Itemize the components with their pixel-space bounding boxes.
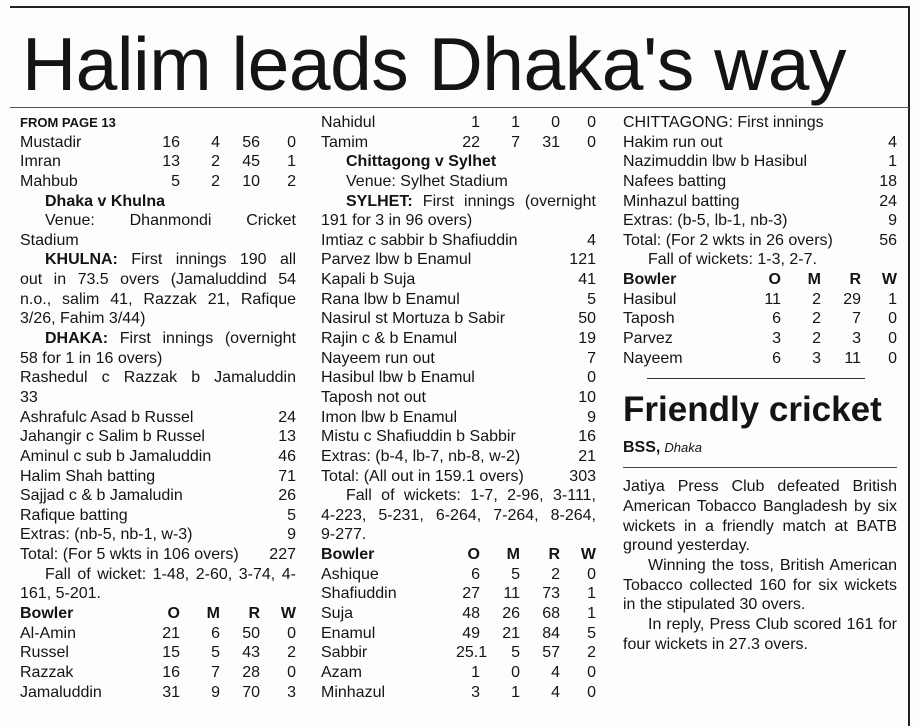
bowler-m: 2	[211, 153, 220, 171]
bowler-r: 7	[852, 310, 861, 328]
bowler-r: 3	[852, 330, 861, 348]
chittagong-innings-heading: CHITTAGONG: First innings	[623, 114, 824, 131]
bowler-m: 11	[503, 585, 520, 603]
bowler-r: 28	[242, 663, 260, 681]
batting-line-rashedul-runs: 33	[20, 388, 38, 406]
innings-text: First innings 190 all	[117, 251, 296, 269]
batsman-entry: Rajin c & b Enamul	[321, 330, 458, 348]
bowler-row	[20, 643, 296, 663]
bowler-row	[20, 172, 296, 192]
bowling-table	[623, 290, 897, 369]
batting-row	[321, 447, 596, 467]
friendly-cricket-headline: Friendly cricket	[623, 390, 882, 430]
bowling-table-top	[20, 133, 296, 192]
bowler-row	[623, 309, 897, 329]
batting-row	[623, 211, 897, 231]
bowler-r: 2	[551, 565, 560, 583]
khulna-innings-line-4: 3/26, Fahim 3/44)	[20, 310, 146, 328]
bowler-w: 0	[888, 330, 897, 348]
fall-of-wicket: Fall of wickets: 1-7, 2-96, 3-111,	[346, 487, 596, 505]
runs: 227	[269, 546, 296, 564]
fall-of-wicket: Fall of wickets: 1-3, 2-7.	[648, 251, 817, 269]
bowler-w: 0	[287, 624, 296, 642]
bowler-row	[321, 565, 596, 585]
bowler-r: 43	[242, 644, 260, 662]
bowler-row	[321, 663, 596, 683]
from-page-label: FROM PAGE 13	[20, 115, 116, 130]
khulna-innings-line-3: n.o., salim 41, Razzak 21, Rafique	[20, 290, 296, 308]
runs: 71	[278, 467, 296, 485]
bowler-name: Suja	[321, 605, 354, 623]
batsman-entry: Imtiaz c sabbir b Shafiuddin	[321, 231, 518, 249]
bowler-header	[20, 604, 296, 624]
runs: 303	[569, 467, 596, 485]
bowler-m: 5	[511, 565, 520, 583]
headline-rule	[10, 107, 909, 108]
bowler-w: 1	[587, 585, 596, 603]
bowler-name: Nahidul	[321, 114, 376, 131]
bowler-name: Mustadir	[20, 133, 82, 151]
bowler-header-m: M	[506, 546, 520, 564]
bowler-row	[321, 624, 596, 644]
bowler-w: 0	[888, 349, 897, 367]
batsman-entry: Halim Shah batting	[20, 467, 156, 485]
khulna-innings-line	[20, 250, 296, 270]
bowler-w: 0	[587, 663, 596, 681]
bowler-m: 21	[502, 624, 520, 642]
bowler-name: Sabbir	[321, 644, 368, 662]
column-2	[321, 113, 596, 702]
batting-row	[321, 270, 596, 290]
batsman-entry: Sajjad c & b Jamaludin	[20, 487, 183, 505]
bowler-o: 49	[462, 624, 480, 642]
runs: 50	[578, 310, 596, 328]
bowler-header-name: Bowler	[321, 546, 375, 564]
batsman-entry: Minhazul batting	[623, 192, 740, 210]
batting-row	[623, 172, 897, 192]
batsman-entry: Hasibul lbw b Enamul	[321, 369, 475, 387]
bowler-o: 22	[462, 133, 480, 151]
team-name: KHULNA:	[45, 251, 118, 269]
bowler-header-r: R	[548, 546, 560, 564]
sylhet-innings-line-2: 191 for 3 in 96 overs)	[321, 212, 473, 230]
batting-row	[321, 250, 596, 270]
batsman-entry: Kapali b Suja	[321, 271, 416, 289]
batsman-entry: Total: (All out in 159.1 overs)	[321, 467, 524, 485]
bowler-header	[623, 270, 897, 290]
runs: 26	[278, 487, 296, 505]
batsman-entry: Nazimuddin lbw b Hasibul	[623, 153, 808, 171]
batting-row	[321, 467, 596, 487]
headline: Halim leads Dhaka's way	[22, 22, 846, 106]
batsman-entry: Total: (For 2 wkts in 26 overs)	[623, 231, 833, 249]
bowler-header-w: W	[881, 271, 897, 289]
runs: 5	[287, 506, 296, 524]
batsman-entry: Mistu c Shafiuddin b Sabbir	[321, 428, 516, 446]
runs: 9	[287, 526, 296, 544]
bowler-row	[20, 133, 296, 153]
bowler-o: 6	[772, 310, 781, 328]
bowler-r: 73	[542, 585, 560, 603]
bowler-name: Taposh	[623, 310, 675, 328]
runs: 4	[888, 133, 897, 151]
fall-of-wicket-2: 4-223, 5-231, 6-264, 7-264, 8-264,	[321, 506, 596, 524]
bowler-name: Minhazul	[321, 683, 386, 701]
bowler-o: 15	[162, 644, 180, 662]
venue-line: Venue: Sylhet Stadium	[346, 172, 508, 190]
bowler-w: 5	[587, 624, 596, 642]
batsman-entry: Rana lbw b Enamul	[321, 290, 460, 308]
friendly-story	[623, 477, 897, 654]
fall-of-wicket-2: 161, 5-201.	[20, 585, 101, 603]
right-column-rule	[908, 6, 910, 726]
bowler-w: 0	[888, 310, 897, 328]
batting-row	[321, 368, 596, 388]
bowler-w: 2	[287, 644, 296, 662]
bowler-o: 3	[471, 683, 480, 701]
batting-row	[20, 506, 296, 526]
story-paragraph: In reply, Press Club scored 161 for four wickets in 27.3 overs.	[623, 615, 897, 653]
runs: 41	[578, 271, 596, 289]
batsman-entry: Imon lbw b Enamul	[321, 408, 458, 426]
bowler-m: 5	[511, 644, 520, 662]
khulna-innings-line-2: out in 73.5 overs (Jamaluddind 54	[20, 271, 296, 289]
batting-row	[321, 408, 596, 428]
batting-row	[321, 329, 596, 349]
bowler-m: 5	[211, 644, 220, 662]
bowler-name: Azam	[321, 663, 362, 681]
batting-list	[20, 408, 296, 565]
byline-rule	[623, 467, 897, 468]
batting-row	[321, 231, 596, 251]
bowler-name: Imran	[20, 153, 61, 171]
bowler-row	[321, 643, 596, 663]
column-3	[623, 113, 897, 654]
bowler-r: 4	[551, 663, 560, 681]
venue-line-2: Stadium	[20, 231, 79, 249]
byline	[623, 438, 897, 458]
bowler-row	[20, 683, 296, 703]
bowler-header	[321, 545, 596, 565]
sylhet-innings-line	[321, 192, 596, 212]
story-paragraph: Winning the toss, British American Tobacco collected 160 for six wickets in the stipulated 30 overs.	[623, 556, 897, 614]
bowler-m: 2	[211, 172, 220, 190]
bowler-row	[20, 663, 296, 683]
runs: 19	[578, 330, 596, 348]
bowler-w: 0	[287, 133, 296, 151]
bowler-r: 45	[242, 153, 260, 171]
batting-row	[20, 447, 296, 467]
bowler-header-name: Bowler	[20, 605, 74, 623]
bowler-row	[623, 329, 897, 349]
dhaka-innings-line-2: 58 for 1 in 16 overs)	[20, 349, 163, 367]
bowler-o: 13	[162, 153, 180, 171]
team-name: SYLHET:	[346, 192, 413, 210]
batsman-entry: Nasirul st Mortuza b Sabir	[321, 310, 506, 328]
bowler-w: 2	[587, 644, 596, 662]
batting-row	[321, 290, 596, 310]
bowler-header-m: M	[206, 605, 220, 623]
bowler-w: 3	[287, 683, 296, 701]
byline-dateline: Dhaka	[664, 440, 702, 456]
batting-row	[20, 467, 296, 487]
runs: 13	[278, 428, 296, 446]
bowler-w: 0	[287, 663, 296, 681]
runs: 56	[879, 231, 897, 249]
runs: 9	[587, 408, 596, 426]
section-divider	[647, 378, 865, 379]
bowler-r: 68	[542, 605, 560, 623]
bowler-r: 57	[542, 644, 560, 662]
bowler-header-r: R	[849, 271, 861, 289]
bowler-name: Al-Amin	[20, 624, 77, 642]
batsman-entry: Total: (For 5 wkts in 106 overs)	[20, 546, 239, 564]
batting-row	[20, 408, 296, 428]
bowling-table	[20, 624, 296, 703]
runs: 24	[879, 192, 897, 210]
bowler-header-name: Bowler	[623, 271, 677, 289]
batsman-entry: Extras: (nb-5, nb-1, w-3)	[20, 526, 193, 544]
bowler-name: Parvez	[623, 330, 673, 348]
bowler-o: 21	[162, 624, 180, 642]
batting-row	[321, 427, 596, 447]
innings-text: First innings (overnight	[108, 330, 296, 348]
batsman-entry: Jahangir c Salim b Russel	[20, 428, 205, 446]
batsman-entry: Ashrafulc Asad b Russel	[20, 408, 194, 426]
bowler-name: Tamim	[321, 133, 369, 151]
runs: 1	[888, 153, 897, 171]
batting-list	[623, 133, 897, 251]
bowler-o: 1	[471, 114, 480, 131]
bowler-w: 0	[587, 114, 596, 131]
match-title: Dhaka v Khulna	[45, 192, 166, 210]
runs: 21	[578, 447, 596, 465]
bowler-r: 31	[542, 133, 560, 151]
bowler-w: 0	[587, 133, 596, 151]
bowler-w: 2	[287, 172, 296, 190]
bowler-m: 1	[511, 683, 520, 701]
runs: 5	[587, 290, 596, 308]
bowler-r: 11	[844, 349, 861, 367]
bowler-m: 26	[502, 605, 520, 623]
runs: 46	[278, 447, 296, 465]
bowler-name: Mahbub	[20, 172, 78, 190]
bowler-r: 84	[542, 624, 560, 642]
innings-text: First innings (overnight	[412, 192, 596, 210]
batting-line-rashedul: Rashedul c Razzak b Jamaluddin	[20, 369, 296, 387]
bowler-header-w: W	[280, 605, 296, 623]
bowler-o: 27	[462, 585, 480, 603]
bowler-r: 10	[242, 172, 260, 190]
batting-row	[321, 388, 596, 408]
bowler-name: Jamaluddin	[20, 683, 102, 701]
batting-list	[321, 231, 596, 486]
bowler-w: 1	[888, 290, 897, 308]
bowler-o: 16	[162, 133, 180, 151]
bowler-w: 1	[287, 153, 296, 171]
runs: 0	[587, 369, 596, 387]
bowler-name: Nayeem	[623, 349, 683, 367]
batsman-entry: Rafique batting	[20, 506, 128, 524]
column-1	[20, 113, 296, 702]
bowler-name: Russel	[20, 644, 69, 662]
venue-line: Venue: Dhanmondi Cricket	[45, 212, 296, 230]
runs: 10	[578, 388, 596, 406]
bowler-row	[623, 290, 897, 310]
batsman-entry: Parvez lbw b Enamul	[321, 251, 472, 269]
bowler-header-o: O	[467, 546, 480, 564]
bowler-r: 70	[242, 683, 260, 701]
bowler-w: 1	[587, 605, 596, 623]
bowler-m: 1	[511, 114, 520, 131]
batting-row	[623, 152, 897, 172]
runs: 18	[879, 172, 897, 190]
batting-row	[321, 309, 596, 329]
bowling-table	[321, 565, 596, 702]
bowler-row	[321, 683, 596, 703]
bowler-m: 2	[812, 290, 821, 308]
match-title: Chittagong v Sylhet	[346, 153, 497, 171]
bowler-m: 0	[511, 663, 520, 681]
batting-row	[623, 231, 897, 251]
bowler-o: 3	[772, 330, 781, 348]
bowler-header-o: O	[768, 271, 781, 289]
top-rule	[10, 6, 909, 8]
bowler-o: 31	[162, 683, 180, 701]
runs: 121	[569, 251, 596, 269]
fall-of-wicket-3: 9-277.	[321, 526, 367, 544]
batting-row	[623, 192, 897, 212]
batting-row	[20, 427, 296, 447]
bowler-r: 56	[242, 133, 260, 151]
bowler-o: 16	[162, 663, 180, 681]
batsman-entry: Extras: (b-4, lb-7, nb-8, w-2)	[321, 447, 521, 465]
bowler-r: 0	[551, 114, 560, 131]
runs: 4	[587, 231, 596, 249]
batsman-entry: Taposh not out	[321, 388, 426, 406]
batting-row	[20, 486, 296, 506]
team-name: DHAKA:	[45, 330, 109, 348]
bowler-row	[20, 152, 296, 172]
bowler-m: 9	[211, 683, 220, 701]
batsman-entry: Extras: (b-5, lb-1, nb-3)	[623, 212, 788, 230]
bowler-name: Hasibul	[623, 290, 677, 308]
bowler-header-r: R	[248, 605, 260, 623]
bowler-m: 6	[211, 624, 220, 642]
bowler-row	[321, 584, 596, 604]
bowler-header-o: O	[167, 605, 180, 623]
runs: 16	[578, 428, 596, 446]
bowler-o: 1	[471, 663, 480, 681]
bowler-row	[20, 624, 296, 644]
batting-row	[20, 525, 296, 545]
bowler-m: 7	[211, 663, 220, 681]
bowler-row	[321, 113, 596, 133]
bowler-row	[321, 604, 596, 624]
batsman-entry: Hakim run out	[623, 133, 723, 151]
batting-row	[623, 133, 897, 153]
batsman-entry: Aminul c sub b Jamaluddin	[20, 447, 212, 465]
batting-row	[20, 545, 296, 565]
bowler-row	[321, 133, 596, 153]
bowler-w: 0	[587, 565, 596, 583]
bowling-table-top	[321, 113, 596, 152]
bowler-r: 29	[843, 290, 861, 308]
bowler-m: 2	[812, 330, 821, 348]
fall-of-wicket: Fall of wicket: 1-48, 2-60, 3-74, 4-	[45, 565, 296, 583]
batsman-entry: Nayeem run out	[321, 349, 435, 367]
runs: 9	[888, 212, 897, 230]
bowler-r: 50	[242, 624, 260, 642]
bowler-m: 4	[211, 133, 220, 151]
runs: 7	[587, 349, 596, 367]
bowler-header-w: W	[580, 546, 596, 564]
bowler-m: 7	[511, 133, 520, 151]
bowler-name: Ashique	[321, 565, 379, 583]
runs: 24	[278, 408, 296, 426]
bowler-name: Shafiuddin	[321, 585, 397, 603]
bowler-m: 2	[812, 310, 821, 328]
bowler-o: 48	[462, 605, 480, 623]
bowler-m: 3	[812, 349, 821, 367]
bowler-o: 25.1	[456, 644, 488, 662]
bowler-w: 0	[587, 683, 596, 701]
bowler-header-m: M	[807, 271, 821, 289]
bowler-o: 5	[171, 172, 180, 190]
bowler-o: 6	[471, 565, 480, 583]
batsman-entry: Nafees batting	[623, 172, 727, 190]
bowler-name: Enamul	[321, 624, 376, 642]
bowler-o: 6	[772, 349, 781, 367]
story-paragraph: Jatiya Press Club defeated British American Tobacco Bangladesh by six wickets in a friendly match at BATB ground yesterday.	[623, 478, 897, 555]
batting-row	[321, 349, 596, 369]
bowler-name: Razzak	[20, 663, 74, 681]
bowler-o: 11	[764, 290, 781, 308]
byline-agency: BSS,	[623, 439, 661, 457]
bowler-r: 4	[551, 683, 560, 701]
dhaka-innings-line	[20, 329, 296, 349]
bowler-row	[623, 349, 897, 369]
